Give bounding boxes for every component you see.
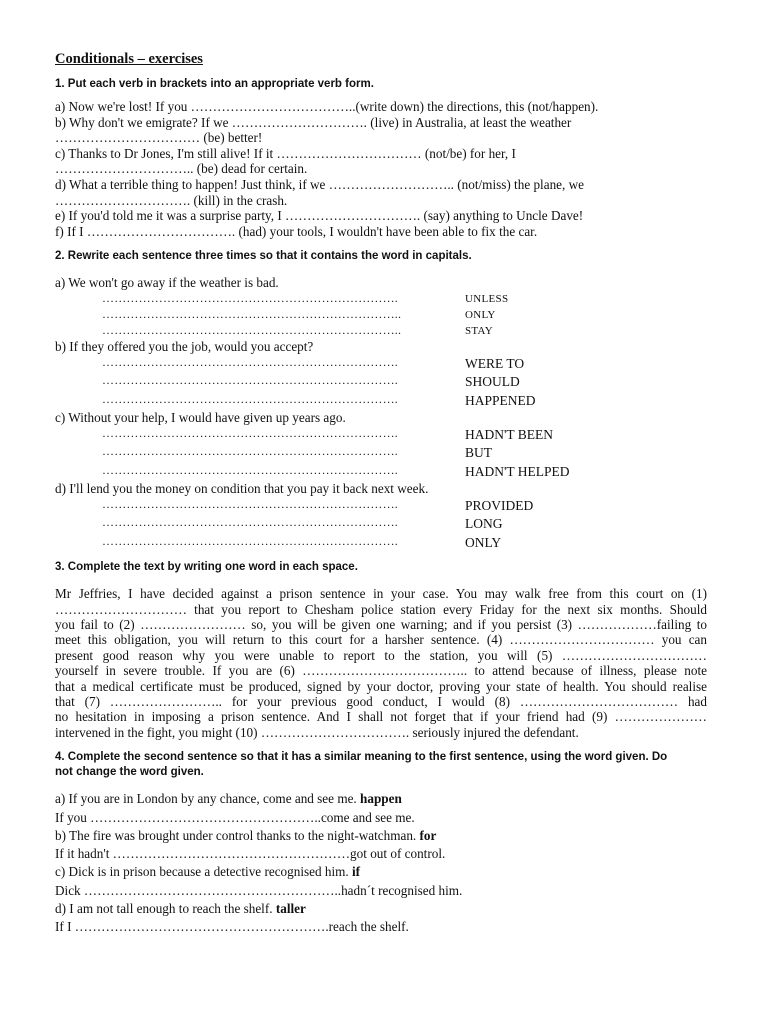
rewrite-row (55, 463, 715, 482)
transform-answer[interactable]: If you ……………………………………………..come and see me. (55, 809, 415, 825)
text-line: ………………………… that you report to Chesham police station every Friday for the next six months. Should (55, 601, 707, 617)
answer-blank[interactable]: ………………………………………………………………. (102, 354, 398, 369)
capital-word: PROVIDED (465, 497, 534, 513)
rewrite-row (55, 444, 715, 463)
capital-word: LONG (465, 516, 503, 532)
rewrite-row (55, 291, 715, 307)
exercise-2-instruction: 2. Rewrite each sentence three times so that it contains the word in capitals. (55, 250, 472, 263)
capital-word: ONLY (465, 534, 502, 550)
capital-word: SHOULD (465, 374, 520, 390)
exercise-1-line: ………………………….. (be) dead for certain. (55, 161, 308, 177)
exercise-1-line: …………………………… (be) better! (55, 130, 263, 146)
answer-blank[interactable]: ………………………………………………………………. (102, 290, 398, 305)
capital-word: ONLY (465, 308, 496, 321)
exercise-2-sentence: a) We won't go away if the weather is bad. (55, 275, 279, 291)
transform-prompt (55, 863, 715, 881)
exercise-2-group-c (55, 410, 715, 481)
text-line: that a medical certificate must be produced, signed by your doctor, proving your state of health. You should realise (55, 678, 707, 694)
answer-blank[interactable]: ………………………………………………………………. (102, 391, 398, 406)
rewrite-row (55, 515, 715, 534)
capital-word: HADN'T BEEN (465, 426, 554, 442)
exercise-1-line: b) Why don't we emigrate? If we …………………………. (live) in Australia, at least the weather (55, 114, 572, 130)
transform-prompt (55, 790, 715, 808)
exercise-2-sentence: c) Without your help, I would have given up years ago. (55, 410, 346, 426)
capital-word: BUT (465, 445, 492, 461)
rewrite-row (55, 307, 715, 323)
answer-blank[interactable]: ………………………………………………………………. (102, 373, 398, 388)
exercise-1-line: e) If you'd told me it was a surprise party, I …………………………. (say) anything to Uncle Dave! (55, 208, 584, 224)
exercise-1-line: c) Thanks to Dr Jones, I'm still alive! If it …………………………… (not/be) for her, I (55, 145, 516, 161)
exercise-3-instruction: 3. Complete the text by writing one word in each space. (55, 561, 358, 574)
exercise-4-instruction: 4. Complete the second sentence so that it has a similar meaning to the first sentence, using the word given. Do (55, 751, 668, 764)
answer-blank[interactable]: ……………………………………………………………….. (102, 306, 402, 321)
prompt-text: b) The fire was brought under control thanks to the night-watchman. (55, 827, 417, 843)
given-word: happen (360, 791, 402, 807)
given-word: if (351, 864, 361, 880)
rewrite-row (55, 373, 715, 392)
exercise-2-group-d (55, 481, 715, 552)
answer-blank[interactable]: ………………………………………………………………. (102, 496, 398, 511)
rewrite-row (55, 392, 715, 411)
rewrite-row (55, 355, 715, 374)
text-line: meet this obligation, you will return to this court for a harsher sentence. (4) …………………………… you can (55, 632, 707, 648)
rewrite-row (55, 323, 715, 339)
text-line: intervened in the fight, you might (10) ……………………………. seriously injured the defendant. (55, 724, 579, 740)
exercise-2-group-a (55, 275, 715, 339)
exercise-1-lines (55, 99, 715, 239)
transform-prompt (55, 827, 715, 845)
prompt-text: a) If you are in London by any chance, come and see me. (55, 791, 357, 807)
rewrite-row (55, 534, 715, 553)
given-word: taller (275, 901, 306, 917)
exercise-1-line: d) What a terrible thing to happen! Just think, if we ……………………….. (not/miss) the plane, we (55, 176, 584, 192)
transform-answer[interactable]: If it hadn't ………………………………………………got out of control. (55, 846, 446, 862)
exercise-3-text (55, 586, 707, 740)
exercise-1-line: a) Now we're lost! If you ………………………………..(write down) the directions, this (not/happen). (55, 99, 599, 114)
prompt-text: c) Dick is in prison because a detective recognised him. (55, 864, 349, 880)
answer-blank[interactable]: ……………………………………………………………….. (102, 322, 402, 337)
text-line: Mr Jeffries, I have decided against a prison sentence in your case. You may walk free from this court on (1) (55, 586, 707, 602)
text-line: that (7) …………………….. for your previous good conduct, I would (8) ……………………………… had (55, 694, 707, 710)
exercise-2-sentence: d) I'll lend you the money on condition that you pay it back next week. (55, 481, 429, 497)
answer-blank[interactable]: ………………………………………………………………. (102, 462, 398, 477)
text-line: you fail to (2) …………………… so, you will be given one warning; and if you persist (3) ………………failing to (55, 617, 707, 633)
text-line: yourself in severe trouble. If you are (6) ……………………………….. to attend because of illness, please note (55, 663, 707, 679)
text-line: present good reason why you were unable to report to the station, you will (5) …………………………… (55, 647, 707, 663)
rewrite-row (55, 497, 715, 516)
answer-blank[interactable]: ………………………………………………………………. (102, 515, 398, 530)
answer-blank[interactable]: ………………………………………………………………. (102, 533, 398, 548)
transform-prompt (55, 900, 715, 918)
page-title: Conditionals – exercises (55, 51, 203, 67)
transform-answer[interactable]: If I ………………………………………………….reach the shelf. (55, 919, 409, 935)
answer-blank[interactable]: ………………………………………………………………. (102, 444, 398, 459)
capital-word: UNLESS (465, 292, 509, 305)
answer-blank[interactable]: ………………………………………………………………. (102, 425, 398, 440)
worksheet-page (55, 50, 715, 937)
text-line: no hesitation in imposing a prison sentence. And I shall not forget that if your friend had (9) ………………… (55, 709, 707, 725)
exercise-2-sentence: b) If they offered you the job, would you accept? (55, 338, 314, 354)
exercise-2-group-b (55, 339, 715, 410)
exercise-1-line: …………………………. (kill) in the crash. (55, 192, 288, 208)
exercise-1-instruction: 1. Put each verb in brackets into an appropriate verb form. (55, 78, 374, 90)
exercise-4-instruction-cont: not change the word given. (55, 766, 204, 779)
exercise-1-line: f) If I ……………………………. (had) your tools, I wouldn't have been able to fix the car. (55, 223, 538, 239)
rewrite-row (55, 426, 715, 445)
capital-word: HAPPENED (465, 392, 536, 408)
exercise-4-items (55, 790, 715, 936)
capital-word: WERE TO (465, 355, 525, 371)
prompt-text: d) I am not tall enough to reach the shelf. (55, 901, 273, 917)
transform-answer[interactable]: Dick …………………………………………………..hadn´t recognised him. (55, 882, 463, 898)
capital-word: HADN'T HELPED (465, 463, 570, 479)
capital-word: STAY (465, 324, 494, 337)
given-word: for (419, 827, 437, 843)
